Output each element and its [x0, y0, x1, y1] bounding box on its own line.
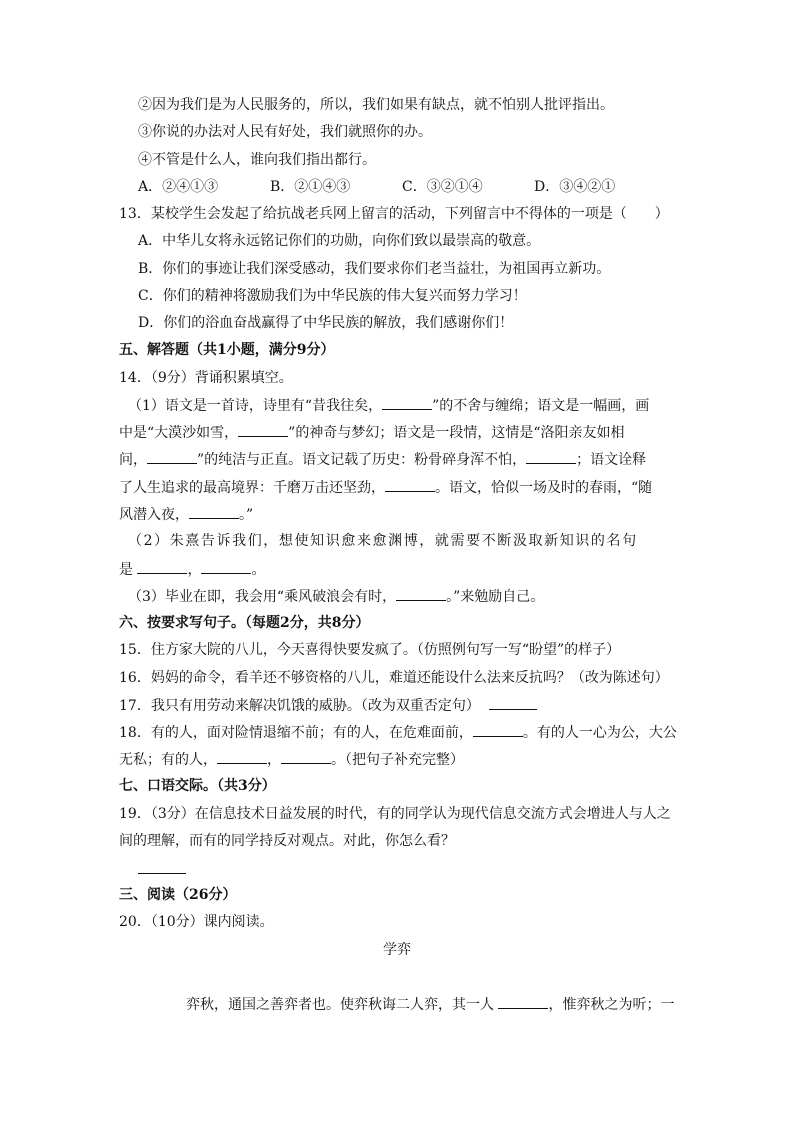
- text: ”的纯洁与正直。语文记载了历史：粉骨碎身浑不怕，: [197, 452, 527, 468]
- blank[interactable]: [382, 395, 432, 410]
- q12-option-b[interactable]: B．②①④③: [270, 179, 351, 195]
- q13-option-d[interactable]: D．你们的浴血奋战赢得了中华民族的解放，我们感谢你们！: [138, 315, 514, 331]
- q14-p3: [128, 586, 544, 607]
- q12-option-d[interactable]: D．③④②①: [534, 179, 616, 195]
- q15: 15．住方家大院的八儿，今天喜得快要发疯了。（仿照例句写一写“盼望”的样子）: [119, 642, 621, 658]
- q16: 16．妈妈的命令，看羊还不够资格的八儿，难道还能设什么法来反抗吗？（改为陈述句）: [119, 670, 669, 686]
- text: ，惟弈秋之为听；一: [548, 997, 675, 1013]
- q14-stem: 14．（9分）背诵积累填空。: [119, 370, 293, 386]
- q17: [119, 695, 537, 716]
- q12-option-c[interactable]: C．③②①④: [402, 179, 483, 195]
- q12-item-4: ④不管是什么人，谁向我们指出都行。: [138, 152, 376, 168]
- text: ，: [187, 562, 202, 578]
- text: ；语文诠释: [576, 452, 647, 468]
- blank[interactable]: [201, 559, 251, 574]
- text: ”的不舍与缠绵；语文是一幅画，画: [432, 398, 650, 414]
- passage-line1: [186, 994, 674, 1015]
- text: 了人生追求的最高境界：千磨万击还坚劲，: [119, 480, 385, 496]
- text: 。: [251, 562, 266, 578]
- q14-p2-line1: （2）朱熹告诉我们，想使知识愈来愈渊博，就需要不断汲取新知识的名句: [128, 533, 638, 549]
- q19-line1: 19．（3分）在信息技术日益发展的时代，有的同学认为现代信息交流方式会增进人与人之: [119, 806, 671, 822]
- q19-line2: 间的理解，而有的同学持反对观点。对此，你怎么看？: [119, 833, 455, 849]
- q12-option-a[interactable]: A．②④①③: [138, 179, 219, 195]
- q20-stem: 20．（10分）课内阅读。: [119, 914, 274, 930]
- q13-option-c[interactable]: C．你们的精神将激励我们为中华民族的伟大复兴而努力学习！: [138, 288, 527, 304]
- q18-line1: [119, 722, 677, 743]
- section-3-title: 三、阅读（26分）: [119, 887, 237, 903]
- section-7-title: 七、口语交际。（共3分）: [119, 778, 276, 794]
- blank[interactable]: [396, 586, 446, 601]
- q12-item-3: ③你说的办法对人民有好处，我们就照你的办。: [138, 124, 432, 140]
- q14-p1-line2: [119, 422, 625, 443]
- text: 问，: [119, 452, 147, 468]
- section-6-title: 六、按要求写句子。（每题2分，共8分）: [119, 615, 370, 631]
- q14-p1-line3: [119, 449, 646, 470]
- blank[interactable]: [281, 749, 331, 764]
- q19-answer-blank[interactable]: [138, 873, 186, 874]
- text: ，: [267, 752, 281, 768]
- blank[interactable]: [217, 749, 267, 764]
- blank[interactable]: [473, 722, 523, 737]
- blank[interactable]: [189, 504, 239, 519]
- text: 风潜入夜，: [119, 507, 189, 523]
- text: 。语文，恰似一场及时的春雨，“随: [435, 480, 653, 496]
- blank[interactable]: [526, 449, 576, 464]
- text: 。（把句子补充完整）: [331, 752, 464, 768]
- text: 17．我只有用劳动来解决饥饿的威胁。（改为双重否定句）: [119, 698, 480, 714]
- blank[interactable]: [385, 477, 435, 492]
- q14-p1-line1: [128, 395, 649, 416]
- text: ”的神奇与梦幻；语文是一段情，这情是“洛阳亲友如相: [288, 425, 625, 441]
- text: 无私；有的人，: [119, 752, 217, 768]
- text: 。有的人一心为公，大公: [522, 725, 677, 741]
- section-5-title: 五、解答题（共1小题，满分9分）: [119, 342, 335, 358]
- text: 是: [119, 562, 133, 578]
- q14-p2-line2: [119, 559, 265, 580]
- q12-item-2: ②因为我们是为人民服务的，所以，我们如果有缺点，就不怕别人批评指出。: [138, 97, 614, 113]
- q18-line2: [119, 749, 464, 770]
- passage-title: 学弈: [383, 942, 411, 958]
- blank[interactable]: [238, 422, 288, 437]
- blank[interactable]: [489, 695, 537, 710]
- q12-options: [138, 177, 666, 197]
- q13-option-a[interactable]: A．中华儿女将永远铭记你们的功勋，向你们致以最崇高的敬意。: [138, 233, 541, 249]
- text: 弈秋，通国之善弈者也。使弈秋诲二人弈，其一人: [186, 997, 494, 1013]
- text: 中是“大漠沙如雪，: [119, 425, 239, 441]
- text: （1）语文是一首诗，诗里有“昔我往矣，: [128, 398, 383, 414]
- q13-stem: 13．某校学生会发起了给抗战老兵网上留言的活动，下列留言中不得体的一项是（ ）: [119, 206, 669, 222]
- blank[interactable]: [498, 994, 548, 1009]
- q14-p1-line5: [119, 504, 253, 525]
- text: （3）毕业在即，我会用“乘风破浪会有时，: [128, 589, 397, 605]
- text: 18．有的人，面对险情退缩不前；有的人，在危难面前，: [119, 725, 473, 741]
- blank[interactable]: [147, 449, 197, 464]
- q14-p1-line4: [119, 477, 652, 498]
- text: 。”来勉励自己。: [446, 589, 545, 605]
- q13-option-b[interactable]: B．你们的事迹让我们深受感动，我们要求你们老当益壮，为祖国再立新功。: [138, 261, 611, 277]
- text: 。”: [239, 507, 254, 523]
- blank[interactable]: [137, 559, 187, 574]
